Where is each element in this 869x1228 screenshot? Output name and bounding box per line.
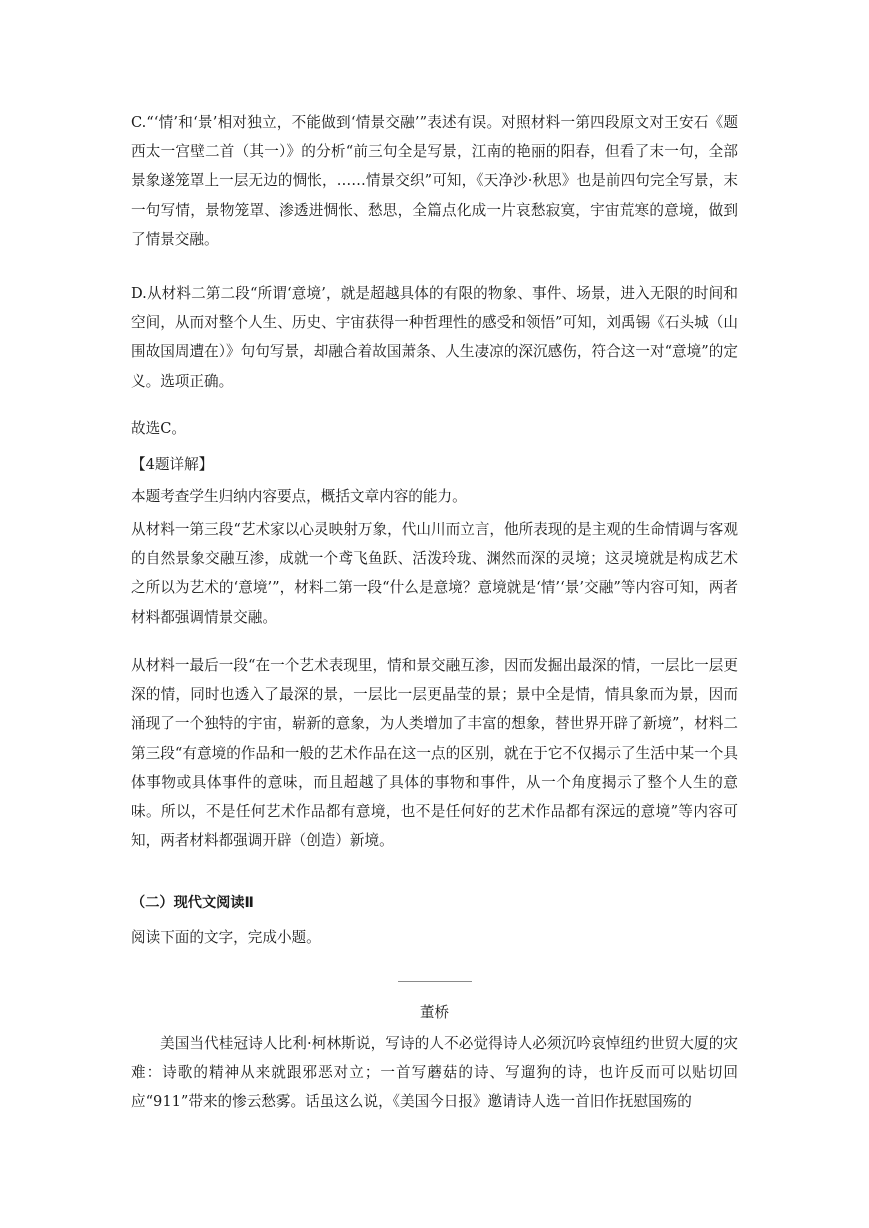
q4-heading: 【4题详解】 — [131, 456, 214, 473]
section-instruction: 阅读下面的文字，完成小题。 — [131, 929, 321, 946]
answer-line: 故选C。 — [131, 420, 186, 437]
analysis-option-d: D.从材料二第二段“所谓‘意境’，就是超越具体的有限的物象、事件、场景，进入无限的时间和空间，从而对整个人生、历史、宇宙获得一种哲理性的感受和领悟”可知，刘禹锡《石头城（山围故国周遭在）》句句写景，却融合着故国萧条、人生凄凉的深沉感伤，符合这一对“意境”的定义。选项正确。 — [131, 285, 738, 390]
section-heading: （二）现代文阅读Ⅱ — [131, 895, 254, 911]
q4-paragraph-2: 从材料一最后一段“在一个艺术表现里，情和景交融互渗，因而发掘出最深的情，一层比一层更深的情，同时也透入了最深的景，一层比一层更晶莹的景；景中全是情，情具象而为景，因而涌现了一个独特的宇宙，崭新的意象，为人类增加了丰富的想象，替世界开辟了新境”，材料二第三段“有意境的作品和一般的艺术作品在这一点的区别，就在于它不仅揭示了生活中某一个具体事物或具体事件的意味，而且超越了具体的事物和事件，从一个角度揭示了整个人生的意味。所以，不是任何艺术作品都有意境，也不是任何好的艺术作品都有深远的意境”等内容可知，两者材料都强调开辟（创造）新境。 — [131, 657, 738, 850]
separator-line — [398, 981, 472, 982]
q4-paragraph-1: 从材料一第三段“艺术家以心灵映射万象，代山川而立言，他所表现的是主观的生命情调与客观的自然景象交融互渗，成就一个鸢飞鱼跃、活泼玲珑、渊然而深的灵境；这灵境就是构成艺术之所以为艺术的‘意境’”，材料二第一段“什么是意境？意境就是‘情’‘景’交融”等内容可知，两者材料都强调情景交融。 — [131, 521, 738, 626]
author-name: 董桥 — [419, 1004, 450, 1021]
analysis-option-c: C.“‘情’和‘景’相对独立，不能做到‘情景交融’”表述有误。对照材料一第四段原文对王安石《题西太一宫壁二首（其一）》的分析“前三句全是写景，江南的艳丽的阳春，但看了末一句，全部景象遂笼罩上一层无边的惆怅，……情景交织”可知，《天净沙·秋思》也是前四句完全写景，末一句写情，景物笼罩、渗透进惆怅、愁思，全篇点化成一片哀愁寂寞，宇宙荒寒的意境，做到了情景交融。 — [131, 114, 738, 248]
q4-intro: 本题考查学生归纳内容要点，概括文章内容的能力。 — [131, 488, 467, 505]
article-paragraph-1: 美国当代桂冠诗人比利·柯林斯说，写诗的人不必觉得诗人必须沉吟哀悼纽约世贸大厦的灾难：诗歌的精神从来就跟邪恶对立；一首写蘑菇的诗、写遛狗的诗，也许反而可以贴切回应“911”带来的惨云愁雾。话虽这么说，《美国今日报》邀请诗人选一首旧作抚慰国殇的 — [131, 1035, 738, 1111]
